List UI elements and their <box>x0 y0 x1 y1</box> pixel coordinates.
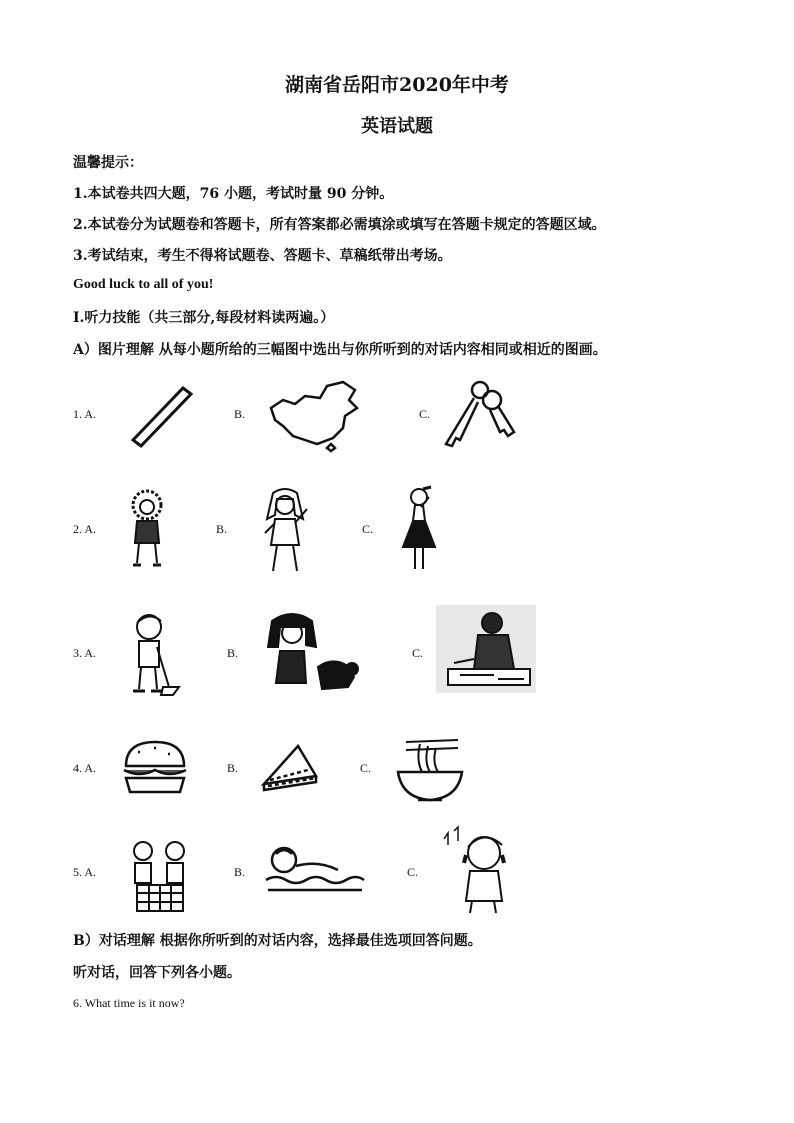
q1-option-c-label: C. <box>419 407 431 421</box>
keys-icon <box>440 378 520 450</box>
part-b-sub-instruction: 听对话，回答下列各小题。 <box>73 965 241 981</box>
boy-listening-music-icon <box>440 825 520 915</box>
q1-option-a-label: 1. A. <box>73 407 97 421</box>
q3-option-b-label: B. <box>227 646 239 660</box>
girl-curly-hair-icon <box>123 487 171 569</box>
person-cooking-icon <box>434 603 538 695</box>
hamburger-icon <box>120 738 190 798</box>
exam-subtitle: 英语试题 <box>361 116 433 137</box>
sandwich-icon <box>258 740 322 796</box>
q2-option-b-label: B. <box>216 522 228 536</box>
boy-sweeping-icon <box>125 607 183 699</box>
girl-dress-icon <box>397 485 441 575</box>
notice-item-2: 2.本试卷分为试题卷和答题卡，所有答案都必需填涂或填写在答题卡规定的答题区域。 <box>73 217 606 233</box>
part-a-instruction: A）图片理解 从每小题所给的三幅图中选出与你所听到的对话内容相同或相近的图画。 <box>73 342 607 358</box>
girl-with-dog-icon <box>262 607 362 697</box>
q4-option-b-label: B. <box>227 761 239 775</box>
noodles-bowl-icon <box>392 736 466 808</box>
q4-option-a-label: 4. A. <box>73 761 97 775</box>
exam-title: 湖南省岳阳市2020年中考 <box>285 74 509 96</box>
q3-option-c-label: C. <box>412 646 424 660</box>
q2-option-c-label: C. <box>362 522 374 536</box>
notice-heading: 温馨提示： <box>73 155 143 171</box>
section-1-title: I.听力技能（共三部分,每段材料读两遍。） <box>73 310 335 326</box>
girl-long-hair-icon <box>255 485 315 577</box>
good-luck-text: Good luck to all of you! <box>73 277 214 292</box>
q2-option-a-label: 2. A. <box>73 522 97 536</box>
q4-option-c-label: C. <box>360 761 372 775</box>
china-map-icon <box>265 378 365 453</box>
q5-option-b-label: B. <box>234 865 246 879</box>
q1-option-b-label: B. <box>234 407 246 421</box>
q3-option-a-label: 3. A. <box>73 646 97 660</box>
boy-swimming-icon <box>264 840 366 898</box>
question-6-text: 6. What time is it now? <box>73 996 185 1010</box>
notice-item-1: 1.本试卷共四大题，76 小题，考试时量 90 分钟。 <box>73 186 394 202</box>
q5-option-a-label: 5. A. <box>73 865 97 879</box>
part-b-instruction: B）对话理解 根据你所听到的对话内容，选择最佳选项回答问题。 <box>73 933 482 949</box>
ruler-icon <box>125 380 195 450</box>
kids-playing-chess-icon <box>127 835 193 915</box>
q5-option-c-label: C. <box>407 865 419 879</box>
notice-item-3: 3.考试结束，考生不得将试题卷、答题卡、草稿纸带出考场。 <box>73 248 452 264</box>
